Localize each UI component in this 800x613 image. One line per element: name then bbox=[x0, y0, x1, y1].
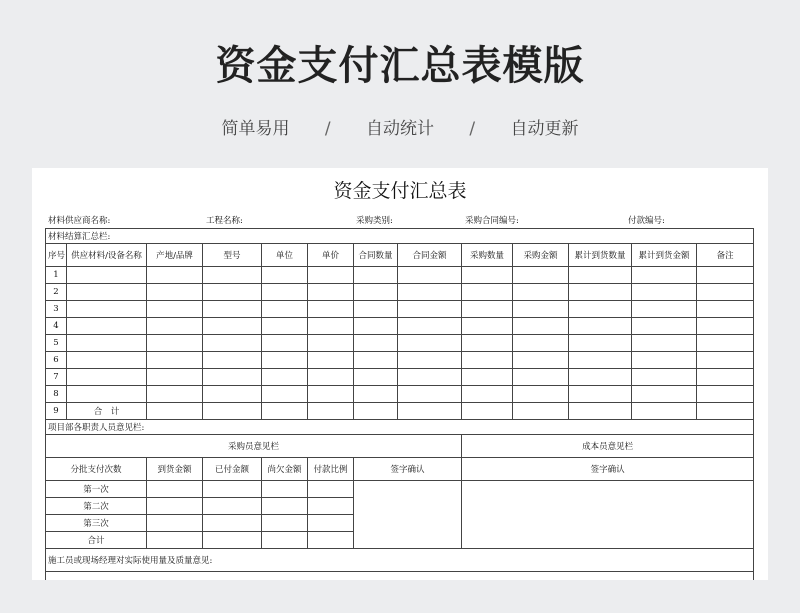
cell bbox=[697, 369, 754, 386]
cell bbox=[147, 352, 203, 369]
payment-row-label: 第三次 bbox=[46, 515, 147, 532]
cell bbox=[203, 481, 262, 498]
cell bbox=[569, 352, 632, 369]
cell bbox=[632, 267, 697, 284]
footer-note-row bbox=[46, 549, 754, 572]
cell bbox=[308, 352, 354, 369]
col-header: 供应材料/设备名称 bbox=[67, 244, 147, 267]
cell bbox=[203, 369, 262, 386]
cell bbox=[462, 335, 513, 352]
document-sheet bbox=[32, 168, 768, 580]
col-header: 合同金额 bbox=[398, 244, 462, 267]
cell bbox=[147, 267, 203, 284]
cell bbox=[262, 532, 308, 549]
cell bbox=[67, 352, 147, 369]
opinion-section-row bbox=[46, 420, 754, 435]
row-number: 5 bbox=[46, 335, 67, 352]
cell bbox=[462, 318, 513, 335]
banner-subtitle bbox=[0, 114, 800, 139]
cell bbox=[513, 284, 569, 301]
cell bbox=[67, 301, 147, 318]
cell bbox=[308, 515, 354, 532]
cell bbox=[203, 498, 262, 515]
cell bbox=[354, 369, 398, 386]
cell bbox=[67, 284, 147, 301]
cell bbox=[513, 369, 569, 386]
cell bbox=[354, 386, 398, 403]
cell bbox=[462, 352, 513, 369]
cell bbox=[569, 267, 632, 284]
cell bbox=[147, 318, 203, 335]
cell bbox=[308, 301, 354, 318]
row-number: 7 bbox=[46, 369, 67, 386]
cell bbox=[262, 515, 308, 532]
tag-easy: 简单易用 bbox=[221, 119, 290, 139]
cell bbox=[67, 335, 147, 352]
summary-section-row bbox=[46, 229, 754, 244]
cell bbox=[308, 403, 354, 420]
separator: / bbox=[324, 119, 331, 139]
cell bbox=[398, 318, 462, 335]
cell bbox=[147, 301, 203, 318]
payment-col-header: 尚欠金额 bbox=[262, 458, 308, 481]
purchaser-signature-area bbox=[354, 481, 462, 549]
cost-signature-label: 签字确认 bbox=[462, 458, 754, 481]
cell bbox=[262, 352, 308, 369]
cell bbox=[697, 318, 754, 335]
cell bbox=[398, 284, 462, 301]
opinion-header-row bbox=[46, 435, 754, 458]
cell bbox=[203, 335, 262, 352]
col-header: 备注 bbox=[697, 244, 754, 267]
summary-table bbox=[45, 228, 754, 580]
cell bbox=[67, 267, 147, 284]
cell bbox=[203, 532, 262, 549]
cell bbox=[354, 301, 398, 318]
cell bbox=[697, 335, 754, 352]
payment-row-label: 第二次 bbox=[46, 498, 147, 515]
cell bbox=[513, 267, 569, 284]
cell bbox=[203, 284, 262, 301]
cell bbox=[203, 386, 262, 403]
cell bbox=[462, 301, 513, 318]
cell bbox=[632, 352, 697, 369]
cell bbox=[308, 284, 354, 301]
cell bbox=[513, 352, 569, 369]
cell bbox=[262, 284, 308, 301]
cell bbox=[203, 352, 262, 369]
cell bbox=[262, 301, 308, 318]
cell bbox=[147, 403, 203, 420]
col-header: 单位 bbox=[262, 244, 308, 267]
cell bbox=[147, 481, 203, 498]
row-number: 3 bbox=[46, 301, 67, 318]
document-title: 资金支付汇总表 bbox=[333, 180, 467, 202]
col-header: 累计到货金额 bbox=[632, 244, 697, 267]
cell bbox=[632, 403, 697, 420]
col-header: 序号 bbox=[46, 244, 67, 267]
payment-col-header: 到货金额 bbox=[147, 458, 203, 481]
table-row bbox=[46, 386, 754, 403]
info-supplier: 材料供应商名称: bbox=[48, 216, 111, 226]
cell bbox=[354, 352, 398, 369]
row-number: 1 bbox=[46, 267, 67, 284]
cell bbox=[569, 301, 632, 318]
info-contract-no: 采购合同编号: bbox=[465, 216, 519, 226]
cell bbox=[398, 403, 462, 420]
cell bbox=[462, 267, 513, 284]
cell bbox=[262, 318, 308, 335]
cell bbox=[354, 267, 398, 284]
cell bbox=[262, 498, 308, 515]
payment-row-label: 合计 bbox=[46, 532, 147, 549]
cell bbox=[262, 267, 308, 284]
cell bbox=[203, 515, 262, 532]
cell bbox=[398, 335, 462, 352]
cell bbox=[513, 301, 569, 318]
cell bbox=[697, 301, 754, 318]
cell bbox=[262, 335, 308, 352]
cell bbox=[308, 481, 354, 498]
cell bbox=[697, 352, 754, 369]
purchaser-signature-label: 签字确认 bbox=[354, 458, 462, 481]
cell bbox=[262, 386, 308, 403]
tag-auto-update: 自动更新 bbox=[510, 119, 579, 139]
purchaser-opinion-label: 采购员意见栏 bbox=[46, 435, 462, 458]
cell bbox=[203, 403, 262, 420]
total-label: 合 计 bbox=[67, 403, 147, 420]
cell bbox=[67, 318, 147, 335]
cell bbox=[354, 335, 398, 352]
cell bbox=[147, 498, 203, 515]
cell bbox=[67, 369, 147, 386]
cell bbox=[632, 284, 697, 301]
cell bbox=[569, 284, 632, 301]
col-header: 采购数量 bbox=[462, 244, 513, 267]
cell bbox=[147, 369, 203, 386]
cell bbox=[632, 335, 697, 352]
col-header: 型号 bbox=[203, 244, 262, 267]
payment-row bbox=[46, 481, 754, 498]
cell bbox=[308, 318, 354, 335]
footer-blank bbox=[46, 572, 754, 581]
cost-opinion-label: 成本员意见栏 bbox=[462, 435, 754, 458]
cell bbox=[569, 335, 632, 352]
row-number: 8 bbox=[46, 386, 67, 403]
cell bbox=[203, 301, 262, 318]
info-payment-no: 付款编号: bbox=[628, 216, 665, 226]
table-row bbox=[46, 267, 754, 284]
payment-col-header: 付款比例 bbox=[308, 458, 354, 481]
cell bbox=[262, 481, 308, 498]
opinion-section-label: 项目部各职责人员意见栏: bbox=[46, 420, 754, 435]
cell bbox=[398, 301, 462, 318]
cell bbox=[354, 284, 398, 301]
payment-row-label: 第一次 bbox=[46, 481, 147, 498]
cell bbox=[569, 403, 632, 420]
cell bbox=[462, 369, 513, 386]
table-row bbox=[46, 284, 754, 301]
col-header: 单价 bbox=[308, 244, 354, 267]
cell bbox=[398, 267, 462, 284]
row-number: 2 bbox=[46, 284, 67, 301]
footer-note: 施工员或现场经理对实际使用量及质量意见: bbox=[46, 549, 754, 572]
table-row bbox=[46, 403, 754, 420]
cell bbox=[398, 386, 462, 403]
cell bbox=[569, 386, 632, 403]
cell bbox=[632, 386, 697, 403]
cell bbox=[308, 386, 354, 403]
table-row bbox=[46, 318, 754, 335]
table-row bbox=[46, 352, 754, 369]
cell bbox=[67, 386, 147, 403]
payment-header-row bbox=[46, 458, 754, 481]
cell bbox=[462, 403, 513, 420]
cell bbox=[513, 335, 569, 352]
cell bbox=[147, 515, 203, 532]
table-row bbox=[46, 369, 754, 386]
cell bbox=[462, 284, 513, 301]
tag-auto-stats: 自动统计 bbox=[366, 119, 434, 139]
col-header: 采购金额 bbox=[513, 244, 569, 267]
cell bbox=[262, 403, 308, 420]
cell bbox=[632, 318, 697, 335]
col-header: 合同数量 bbox=[354, 244, 398, 267]
cell bbox=[308, 369, 354, 386]
banner-title: 资金支付汇总表模版 bbox=[215, 43, 585, 89]
row-number: 6 bbox=[46, 352, 67, 369]
cell bbox=[513, 386, 569, 403]
cell bbox=[513, 403, 569, 420]
cell bbox=[398, 369, 462, 386]
cell bbox=[308, 335, 354, 352]
cell bbox=[147, 335, 203, 352]
col-header: 产地/品牌 bbox=[147, 244, 203, 267]
cell bbox=[398, 352, 462, 369]
cell bbox=[697, 403, 754, 420]
footer-blank-row bbox=[46, 572, 754, 581]
cell bbox=[513, 318, 569, 335]
cell bbox=[462, 386, 513, 403]
separator: / bbox=[469, 119, 476, 139]
info-project: 工程名称: bbox=[206, 216, 243, 226]
cell bbox=[147, 386, 203, 403]
table-row bbox=[46, 335, 754, 352]
row-number: 4 bbox=[46, 318, 67, 335]
cell bbox=[697, 284, 754, 301]
cell bbox=[203, 318, 262, 335]
col-header: 累计到货数量 bbox=[569, 244, 632, 267]
summary-section-label: 材料结算汇总栏: bbox=[46, 229, 754, 244]
cell bbox=[308, 498, 354, 515]
table-header-row bbox=[46, 244, 754, 267]
cell bbox=[632, 301, 697, 318]
payment-col-header: 分批支付次数 bbox=[46, 458, 147, 481]
cell bbox=[308, 532, 354, 549]
cell bbox=[632, 369, 697, 386]
cell bbox=[147, 532, 203, 549]
info-category: 采购类别: bbox=[356, 216, 393, 226]
cell bbox=[697, 267, 754, 284]
cell bbox=[203, 267, 262, 284]
table-row bbox=[46, 301, 754, 318]
cell bbox=[697, 386, 754, 403]
cell bbox=[569, 369, 632, 386]
cell bbox=[354, 318, 398, 335]
row-number: 9 bbox=[46, 403, 67, 420]
cell bbox=[354, 403, 398, 420]
cell bbox=[147, 284, 203, 301]
cell bbox=[569, 318, 632, 335]
cell bbox=[308, 267, 354, 284]
cost-signature-area bbox=[462, 481, 754, 549]
cell bbox=[262, 369, 308, 386]
payment-col-header: 已付金额 bbox=[203, 458, 262, 481]
